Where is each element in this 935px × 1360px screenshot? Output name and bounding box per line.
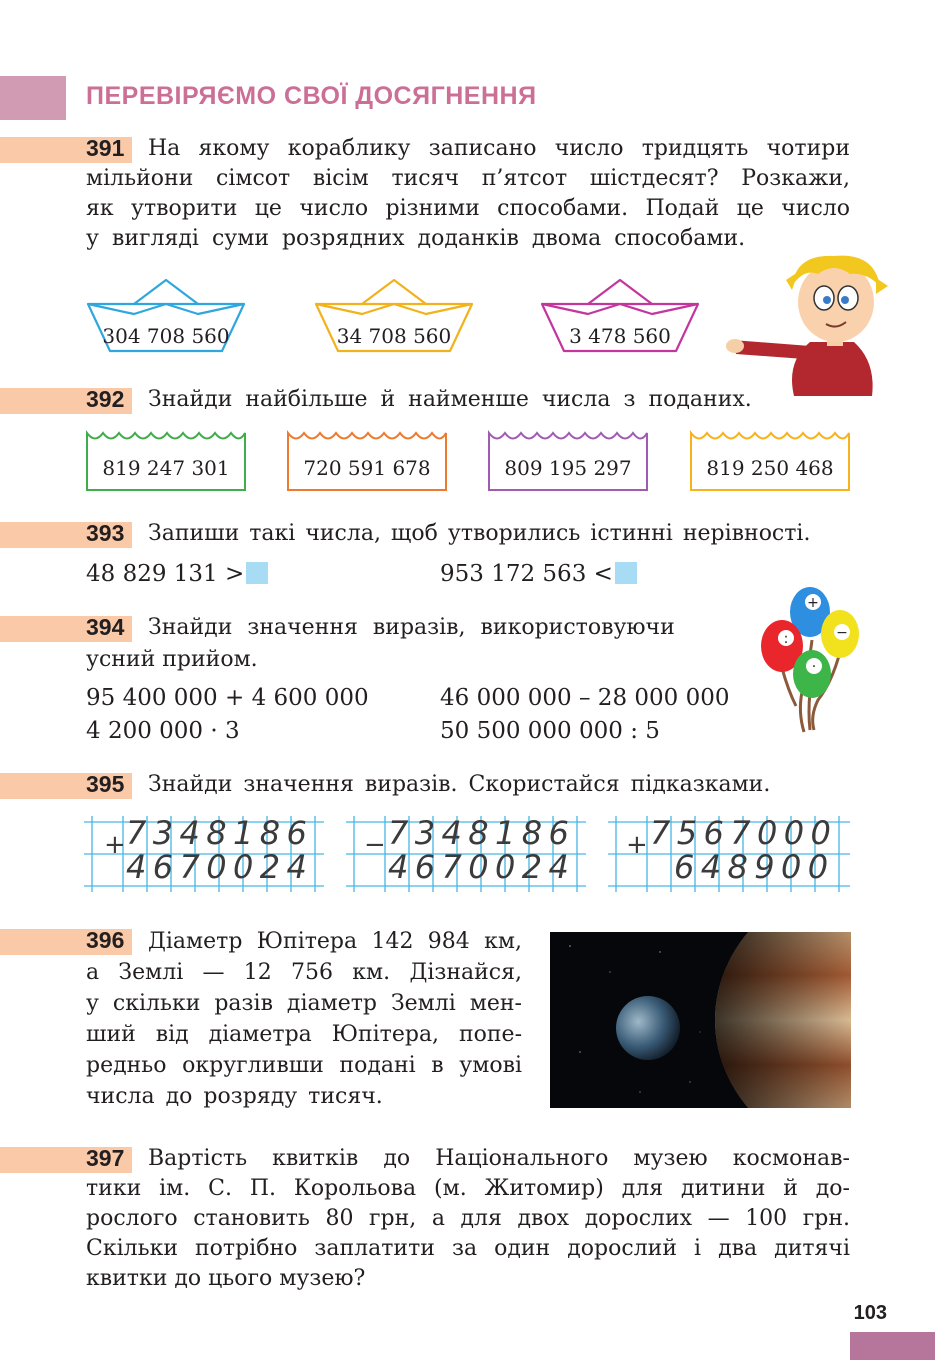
balloon-divide-sign: : [783,631,789,647]
header-accent-bar [0,76,66,120]
task-number-392: 392 [86,386,125,412]
column-operator: + [626,830,648,860]
task-number-394: 394 [86,614,125,640]
card-number: 720 591 678 [303,456,431,480]
expression: 50 500 000 000 : 5 [440,718,660,744]
column-bottom-number: 4670024 [388,848,576,886]
task-number-396: 396 [86,927,125,953]
page-title: ПЕРЕВІРЯЄМО СВОЇ ДОСЯГНЕННЯ [86,82,537,110]
answer-box[interactable] [615,562,637,584]
inequality-1 [86,561,268,587]
task-392-text: Знайди найбільше й найменше числа з поданих. [148,387,752,412]
balloon-multiply-sign: · [811,659,817,675]
task-number-397: 397 [86,1145,125,1171]
task-397-line: Вартість квитків до Національного музею космонав- [148,1146,850,1171]
boat-number: 34 708 560 [336,324,452,348]
task-393-text: Запиши такі числа, щоб утворились істинні нерівності. [148,521,811,546]
card-number: 819 250 468 [706,456,834,480]
balloon-plus-sign: + [807,595,819,611]
task-395-text: Знайди значення виразів. Скористайся підказками. [148,772,771,797]
page-number-bar [850,1332,935,1360]
column-bottom-number: 648900 [674,848,835,886]
card-number: 819 247 301 [102,456,230,480]
task-391-line: На якому кораблику записано число тридцять чотири [148,136,850,161]
page-number: 103 [853,1302,887,1324]
column-bottom-number: 4670024 [126,848,314,886]
inequality-1-text: 48 829 131 > [86,561,245,587]
task-397-line: тики ім. С. П. Корольова (м. Житомир) для дитини й до- [86,1176,850,1201]
column-operator: + [104,830,126,860]
task-397-line: рослого становить 80 грн, а для двох дорослих — 100 грн. [86,1206,850,1231]
task-396-line: ший від діаметра Юпітера, попе- [86,1022,522,1047]
task-397-text [86,1144,850,1294]
pointing-boy-illustration [726,250,891,398]
task-396-line: числа до розряду тисяч. [86,1084,383,1109]
task-number-393: 393 [86,520,125,546]
task-396-line: Діаметр Юпітера 142 984 км, [148,929,522,954]
balloons-illustration [752,582,864,734]
expression: 46 000 000 – 28 000 000 [440,685,730,711]
inequality-2-text: 953 172 563 < [440,561,613,587]
task-number-395: 395 [86,771,125,797]
task-396-line: у скільки разів діаметр Землі мен- [86,991,522,1016]
column-top-number: 7348186 [126,814,314,852]
task-394-text-line1: Знайди значення виразів, використовуючи [148,615,675,640]
task-391-line: мільйони сімсот вісім тисяч п’ятсот шістдесят? Розкажи, [86,166,850,191]
balloon-minus-sign: − [836,625,848,641]
column-top-number: 7348186 [388,814,576,852]
answer-box[interactable] [246,562,268,584]
task-396-line: а Землі — 12 756 км. Дізнайся, [86,960,522,985]
task-391-line: у вигляді суми розрядних доданків двома способами. [86,226,746,251]
task-391-line: як утворити це число різними способами. Подай це число [86,196,850,221]
task-391-text [86,134,850,254]
column-operator: − [364,830,386,860]
inequality-2 [440,561,637,587]
task-394-text-line2: усний прийом. [86,647,258,672]
task-396-line: редньо округливши подані в умові [86,1053,522,1078]
boat-number: 3 478 560 [569,324,671,348]
earth-jupiter-photo [550,932,851,1108]
column-top-number: 7567000 [650,814,838,852]
task-number-391: 391 [86,135,125,161]
boat-number: 304 708 560 [102,324,230,348]
expression: 95 400 000 + 4 600 000 [86,685,369,711]
task-397-line: квитки до цього музею? [86,1266,366,1291]
task-397-line: Скільки потрібно заплатити за один дорослий і два дитячі [86,1236,850,1261]
task-396-text [86,926,522,1112]
card-number: 809 195 297 [504,456,632,480]
expression: 4 200 000 · 3 [86,718,240,744]
